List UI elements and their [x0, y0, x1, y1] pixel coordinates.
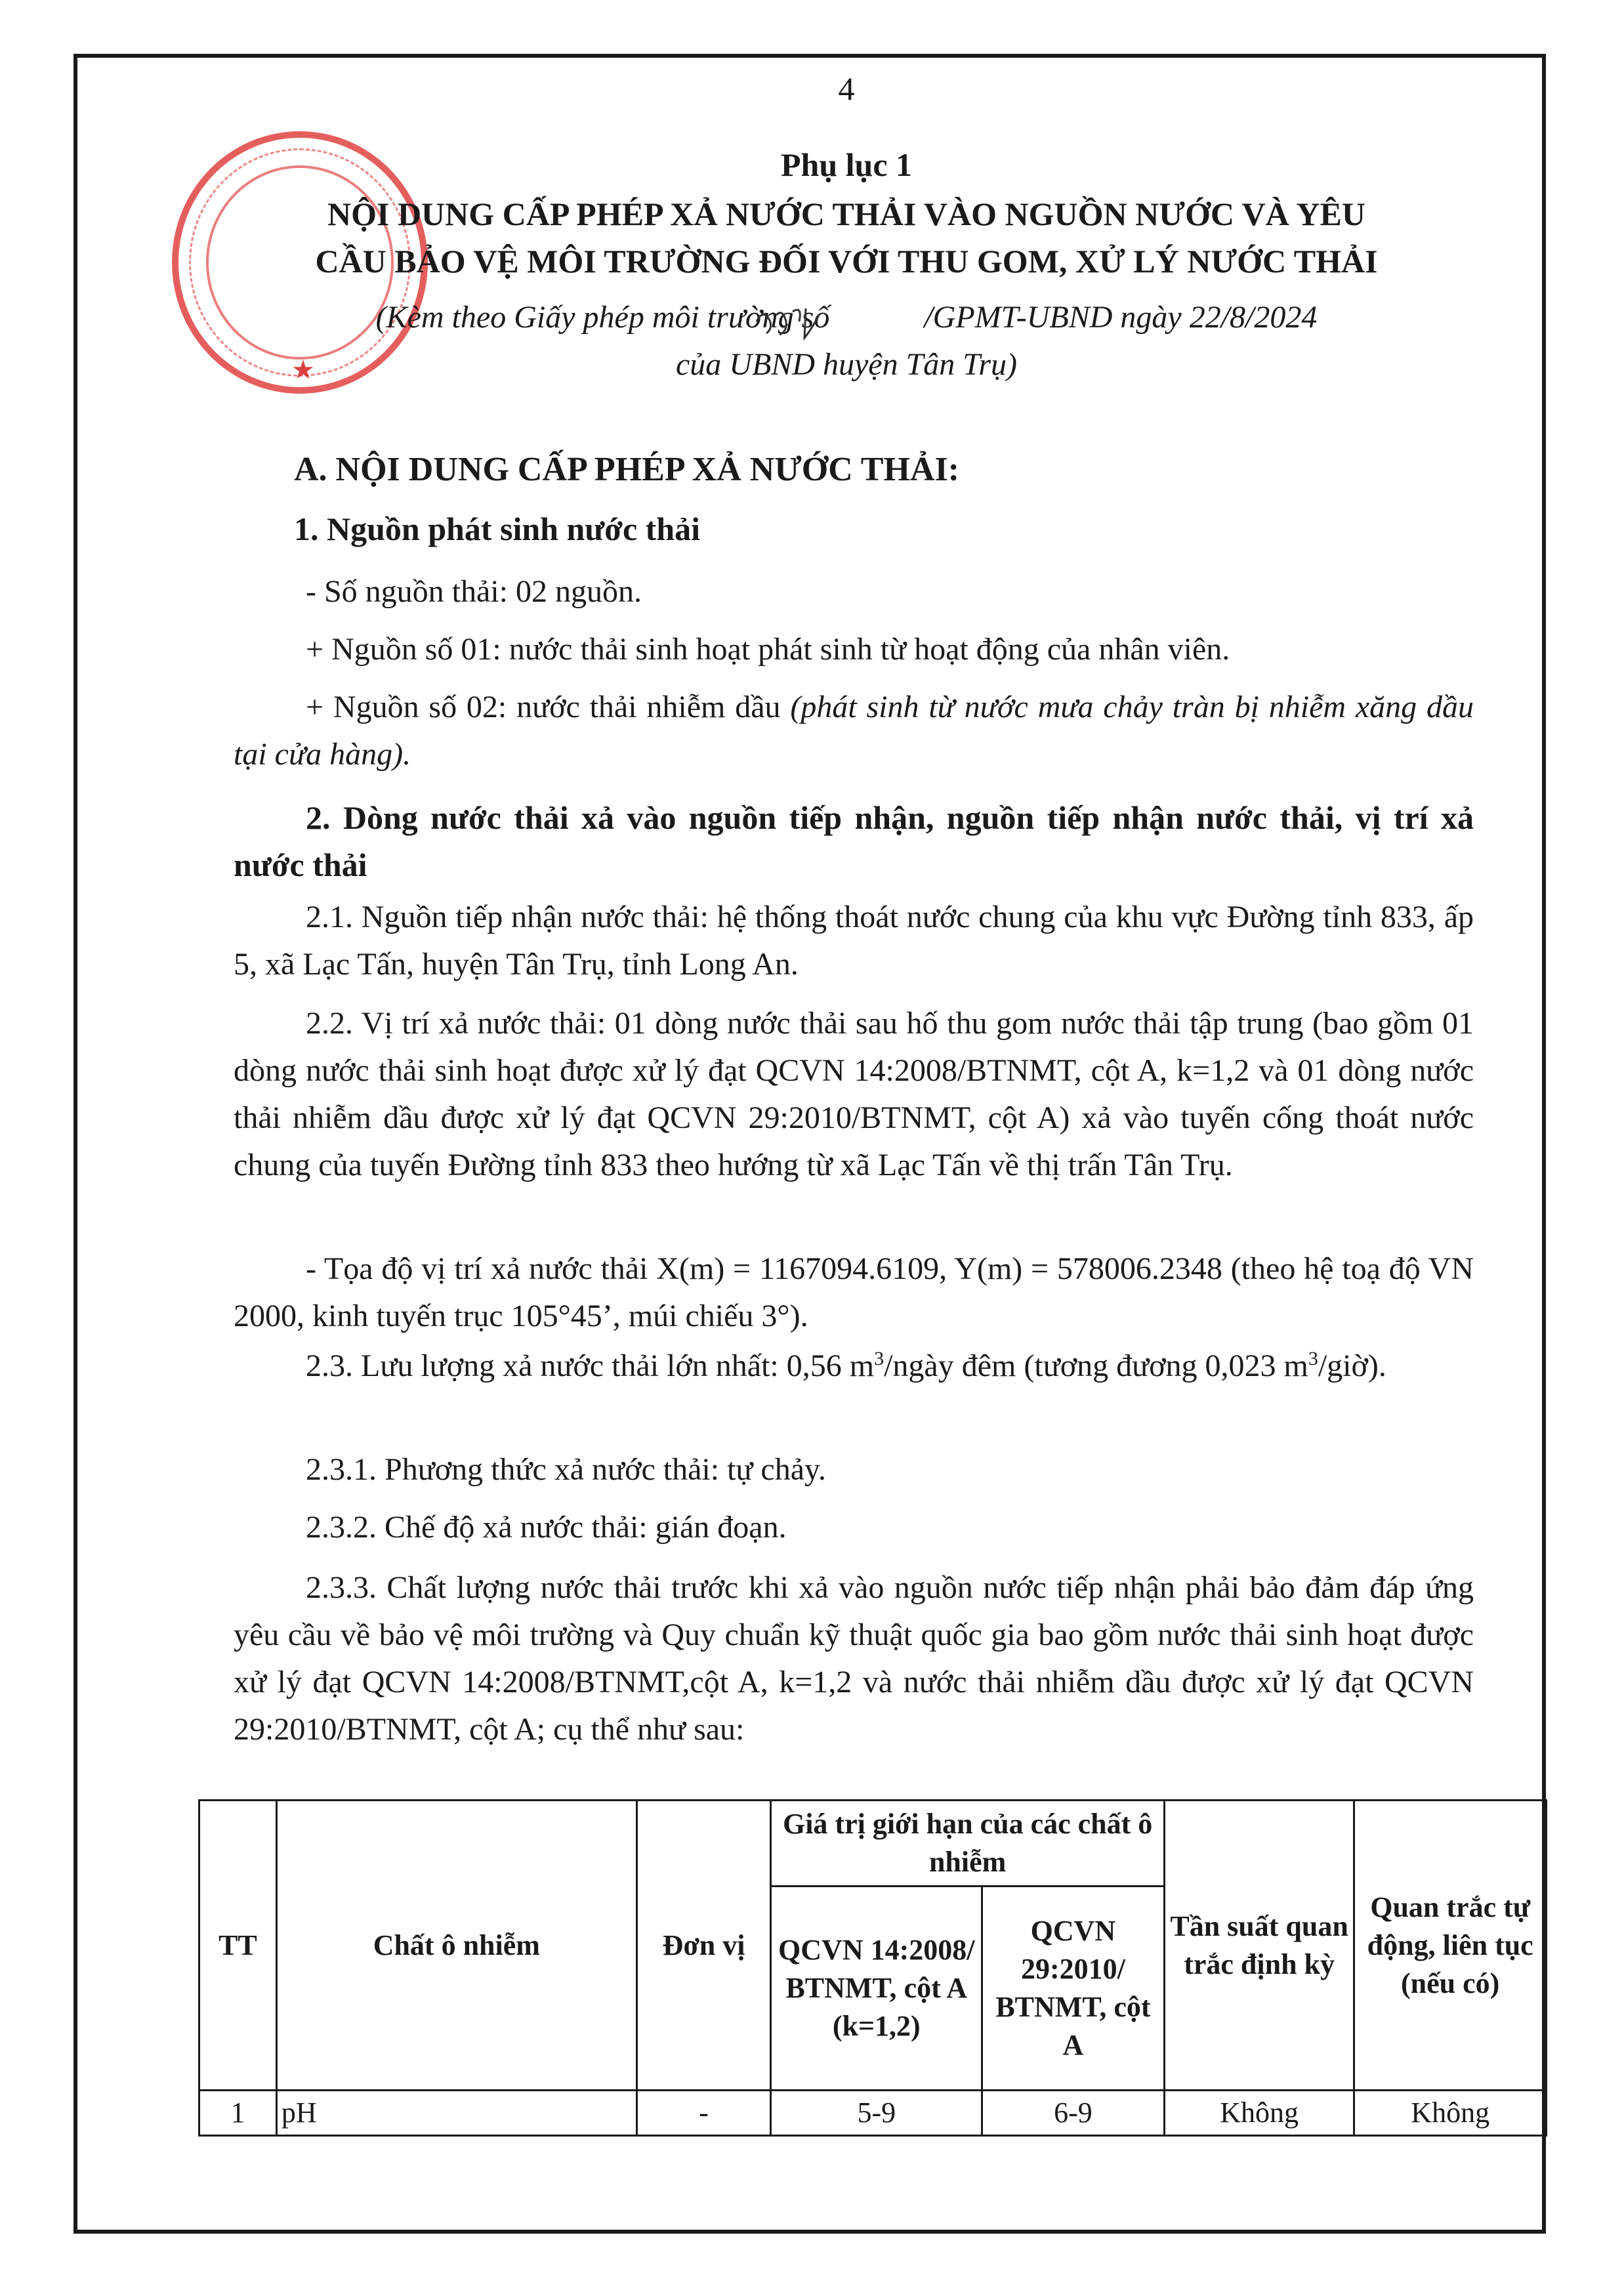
header-limits: Giá trị giới hạn của các chất ô nhiễm [771, 1801, 1164, 1887]
appendix-label: Phụ lục 1 [780, 146, 913, 183]
cell-qcvn14: 5-9 [771, 2091, 982, 2136]
handwritten-number-icon [753, 302, 825, 341]
flow-text-c: /giờ). [1318, 1348, 1386, 1383]
section-a-heading: A. NỘI DUNG CẤP PHÉP XẢ NƯỚC THẢI: [294, 451, 960, 488]
cell-unit: - [636, 2091, 771, 2136]
cell-tt: 1 [199, 2091, 277, 2136]
cell-auto: Không [1354, 2091, 1547, 2136]
header-pollutant: Chất ô nhiễm [276, 1801, 636, 2091]
table-row [199, 2091, 1547, 2136]
document-subtitle [197, 294, 1496, 388]
pollutant-limits-table [198, 1799, 1547, 2137]
flow-text-a: 2.3. Lưu lượng xả nước thải lớn nhất: 0,56 m [306, 1348, 875, 1383]
header-unit: Đơn vị [636, 1801, 771, 2091]
section-1-heading: 1. Nguồn phát sinh nước thải [294, 511, 700, 547]
discharge-coordinates: - Tọa độ vị trí xả nước thải X(m) = 1167094.6109, Y(m) = 578006.2348 (theo hệ toạ độ VN 2000, kinh tuyến trục 105°45’, múi chiếu 3°). [234, 1251, 1474, 1333]
cell-pollutant: pH [276, 2091, 636, 2136]
flow-text-b: /ngày đêm (tương đương 0,023 m [884, 1348, 1308, 1383]
seal-star-icon: ★ [291, 355, 315, 385]
header-tt: TT [199, 1801, 277, 2091]
cell-frequency: Không [1164, 2091, 1354, 2136]
subtitle-prefix: (Kèm theo Giấy phép môi trường số [375, 300, 838, 335]
flow-sup-2: 3 [1308, 1348, 1318, 1369]
item-2-3-3: 2.3.3. Chất lượng nước thải trước khi xả vào nguồn nước tiếp nhận phải bảo đảm đáp ứng yêu cầu về bảo vệ môi trường và Quy chuẩn kỹ thuật quốc gia bao gồm nước thải sinh hoạt được xử lý đạt QCVN 14:2008/BTNMT,cột A, k=1,2 và nước thải nhiễm dầu được xử lý đạt QCVN 29:2010/BTNMT, cột A; cụ thể như sau: [234, 1570, 1474, 1747]
item-2-3-1: 2.3.1. Phương thức xả nước thải: tự chảy. [306, 1452, 826, 1487]
source-2-text: + Nguồn số 02: nước thải nhiễm dầu [306, 690, 791, 724]
table-header-row [199, 1801, 1547, 1887]
source-2 [234, 684, 1474, 778]
item-2-2: 2.2. Vị trí xả nước thải: 01 dòng nước thải sau hố thu gom nước thải tập trung (bao gồm 01 dòng nước thải sinh hoạt được xử lý đạt QCVN 14:2008/BTNMT, cột A, k=1,2 và 01 dòng nước thải nhiễm dầu được xử lý đạt QCVN 29:2010/BTNMT, cột A) xả vào tuyến cống thoát nước chung của tuyến Đường tỉnh 833 theo hướng từ xã Lạc Tấn về thị trấn Tân Trụ. [234, 1006, 1474, 1182]
title-line-2: CẦU BẢO VỆ MÔI TRƯỜNG ĐỐI VỚI THU GOM, XỬ LÝ NƯỚC THẢI [315, 243, 1378, 280]
subtitle-line-2: của UBND huyện Tân Trụ) [676, 347, 1017, 382]
header-frequency: Tần suất quan trắc định kỳ [1164, 1801, 1354, 2091]
section-2-heading: 2. Dòng nước thải xả vào nguồn tiếp nhận, nguồn tiếp nhận nước thải, vị trí xả nước thải [234, 799, 1474, 883]
header-qcvn14: QCVN 14:2008/ BTNMT, cột A (k=1,2) [771, 1887, 982, 2091]
cell-qcvn29: 6-9 [982, 2091, 1165, 2136]
flow-sup-1: 3 [874, 1348, 885, 1369]
subtitle-suffix: /GPMT-UBND ngày 22/8/2024 [916, 300, 1318, 335]
source-2-note: (phát sinh từ nước mưa chảy tràn bị nhiễm xăng dầu tại cửa hàng). [234, 690, 1474, 772]
document-title [197, 190, 1496, 285]
item-2-3 [234, 1343, 1474, 1390]
subtitle-line-1 [197, 294, 1496, 341]
page-number: 4 [838, 70, 855, 107]
item-2-1: 2.1. Nguồn tiếp nhận nước thải: hệ thống thoát nước chung của khu vực Đường tỉnh 833, ấp 5, xã Lạc Tấn, huyện Tân Trụ, tỉnh Long An. [234, 900, 1474, 982]
header-qcvn29: QCVN 29:2010/ BTNMT, cột A [982, 1887, 1165, 2091]
title-line-1: NỘI DUNG CẤP PHÉP XẢ NƯỚC THẢI VÀO NGUỒN NƯỚC VÀ YÊU [327, 196, 1365, 232]
header-auto-monitoring: Quan trắc tự động, liên tục (nếu có) [1354, 1801, 1547, 2091]
item-2-3-2: 2.3.2. Chế độ xả nước thải: gián đoạn. [306, 1510, 787, 1545]
source-count: - Số nguồn thải: 02 nguồn. [306, 574, 642, 609]
source-1: + Nguồn số 01: nước thải sinh hoạt phát sinh từ hoạt động của nhân viên. [306, 632, 1230, 667]
